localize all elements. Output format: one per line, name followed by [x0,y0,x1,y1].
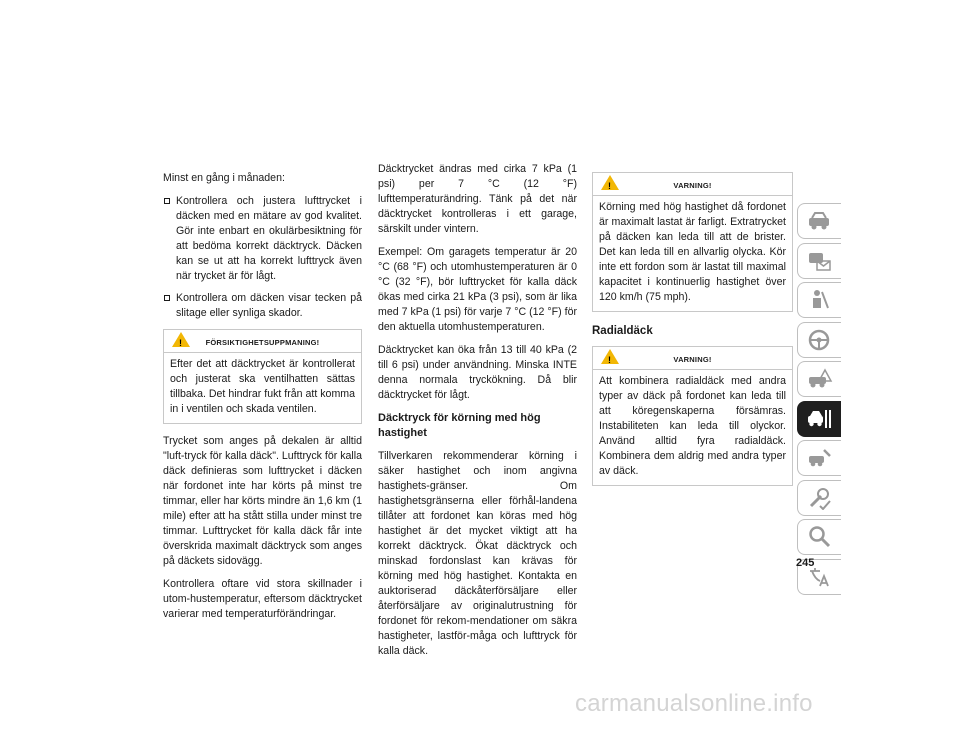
tab-index[interactable] [797,519,841,555]
section-heading: Radialdäck [592,325,653,337]
wrench-check-icon [807,486,833,510]
warning-title: VARNING! [673,181,712,190]
car-mail-icon [807,249,833,273]
bullet-square-icon [164,198,170,204]
tab-seatbelt[interactable] [797,282,841,318]
paragraph: Tillverkaren rekommenderar körning i säker hastighet och inom angivna hastighets-gränser. Om hastighetsgränserna eller förhål-landena tillåter att fordonet kan köras med hög hastighet är det mycket viktigt att ha korrekt däcktryck. Ökat däcktryck och minskad fordonslast kan krävas för körning med hög hastighet. Kontakta en auktoriserad däckåterförsäljare eller återförsäljare av originalutrustning för fordonet för rekom-mendationer om säkra hastigheter, lastför-måga och lufttryck för kalla däck. [378,450,577,657]
warning-box [592,346,793,486]
list-item: Kontrollera om däcken visar tecken på slitage eller synliga skador. [163,291,362,321]
chapter-tabs [797,203,841,598]
caution-header [164,330,361,353]
bullet-square-icon [164,295,170,301]
warning-text: Att kombinera radialdäck med andra typer av däck på fordonet kan leda till att köregenskaperna försämras. Instabiliteten kan leda till olyckor. Använd alltid fyra radialdäck. Kombinera dem aldrig med andra typer av däck. [599,375,786,477]
page-number: 245 [796,557,815,569]
warning-box [592,172,793,312]
tab-crash[interactable] [797,361,841,397]
caution-title: FÖRSIKTIGHETSUPPMANING! [205,338,320,347]
paragraph: Exempel: Om garagets temperatur är 20 °C (68 °F) och utomhustemperaturen är 0 °C (32 °F), bör lufttrycket för kalla däck ökas med cirka 21 kPa (3 psi), som är lika med 7 kPa (1 psi) för varje 7 °C (12 °F) för den aktuella utomhustemperaturen. [378,246,577,333]
tab-maintenance[interactable] [797,480,841,516]
car-service-icon [807,407,833,431]
tab-mail[interactable] [797,243,841,279]
tab-steering[interactable] [797,322,841,358]
section-heading: Däcktryck för körning med hög hastighet [378,412,541,439]
tab-dashboard[interactable] [797,203,841,239]
column-3 [592,172,793,486]
paragraph: Däcktrycket kan öka från 13 till 40 kPa (2 till 6 psi) under användning. Minska INTE denna normala tryckökning. Då blir däcktrycket för lågt. [378,344,577,401]
car-crash-icon [807,367,833,391]
tab-tools[interactable] [797,440,841,476]
tab-service[interactable] [797,401,841,437]
caution-text: Efter det att däcktrycket är kontrollerat och justerat ska ventilhatten sättas tillbaka. Det hindrar fukt från att komma in i ventilen och skada ventilen. [170,358,355,415]
list-item: Kontrollera och justera lufttrycket i däcken med en mätare av god kvalitet. Gör inte enbart en okulärbesiktning för att bedöma korrekt däcktryck. Däcken kan se ut att ha korrekt lufttryck även när trycket är för lågt. [163,194,362,284]
warning-title: VARNING! [673,355,712,364]
caution-box [163,329,362,424]
magnifier-icon [807,525,833,549]
column-1 [163,171,362,630]
warning-header [593,347,792,370]
warning-text: Körning med hög hastighet då fordonet är maximalt lastat är farligt. Extratrycket på däcken kan leda till att de brister. Det kan leda till en allvarlig olycka. Kör inte ett fordon som är lastat till maximal kapacitet i kontinuerlig hastighet över 120 km/h (75 mph). [599,201,786,303]
paragraph: Kontrollera oftare vid stora skillnader i utom-hustemperatur, eftersom däcktrycket varierar med temperaturförändringar. [163,578,362,620]
watermark: carmanualsonline.info [575,690,813,717]
paragraph: Trycket som anges på dekalen är alltid "luft-tryck för kalla däck". Lufttryck för kalla däck definieras som lufttrycket i däcken när fordonet inte har körts på minst tre timmar, eller har körts mindre än 1,6 km (1 mile) efter att ha stått stilla under minst tre timmar. Lufttrycket för kalla däck får inte överskrida maximalt däcktryck som anges på däckets sidovägg. [163,435,362,567]
paragraph: Däcktrycket ändras med cirka 7 kPa (1 psi) per 7 °C (12 °F) lufttemperaturändring. Tänk på det när däcktrycket kontrolleras i ett garage, särskilt under vintern. [378,163,577,235]
car-tools-icon [807,446,833,470]
steering-wheel-icon [807,328,833,352]
seatbelt-icon [807,288,833,312]
car-dashboard-icon [807,209,833,233]
intro-text: Minst en gång i månaden: [163,172,285,184]
column-2 [378,162,577,667]
warning-header [593,173,792,196]
